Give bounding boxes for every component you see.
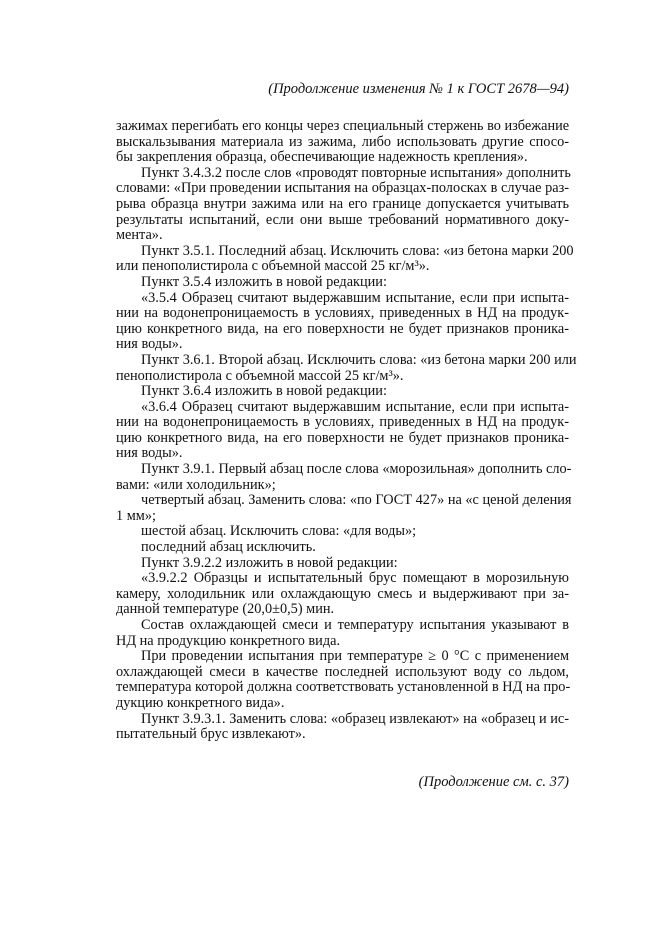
text-line: шестой абзац. Исключить слова: «для воды»; [141,523,417,540]
text-line: пенополистирола с объемной массой 25 кг/м³». [116,367,404,384]
text-line: четвертый абзац. Заменить слова: «по ГОСТ 427» на «с ценой деления [141,492,572,509]
text-line: зажимах перегибать его концы через специальный стержень во избежание [116,118,570,134]
text-line: Пункт 3.6.4 изложить в новой редакции: [141,383,387,400]
text-line: Состав охлаждающей смеси и температуру испытания указывают в [141,617,569,633]
continuation-note: (Продолжение см. с. 37) [418,774,569,790]
text-line: Пункт 3.9.1. Первый абзац после слова «морозильная» дополнить сло- [141,461,572,478]
paragraph [116,556,569,572]
text-line: мента». [116,227,163,244]
text-line: бы закрепления образца, обеспечивающие надежность крепления». [116,149,528,166]
text-line: Пункт 3.6.1. Второй абзац. Исключить слова: «из бетона марки 200 или [141,351,577,368]
paragraph [116,492,572,524]
paragraph [116,571,569,618]
paragraph [116,275,569,291]
text-line: НД на продукцию конкретного вида. [116,632,341,649]
text-line: Пункт 3.4.3.2 после слов «проводят повторные испытания» дополнить [141,164,571,181]
text-line: камеру, холодильник или охлаждающую смесь и выдерживают при за- [116,585,569,602]
text-line: ния воды». [116,336,183,353]
paragraph [116,524,569,540]
paragraph [116,166,569,244]
text-line: нии на водонепроницаемость в условиях, приведенных в НД на продук- [116,414,569,431]
text-line: При проведении испытания при температуре ≥ 0 °С с применением [141,648,569,665]
text-line: 1 мм»; [116,507,156,524]
paragraph [116,242,574,275]
paragraph [116,291,569,353]
text-line: «3.6.4 Образец считают выдержавшим испытание, если при испыта- [141,398,569,415]
text-line: Пункт 3.5.4 изложить в новой редакции: [141,273,387,290]
paragraph [116,384,569,400]
text-line: или пенополистирола с объемной массой 25 кг/м³». [116,258,430,275]
text-line: последний абзац исключить. [141,539,316,556]
text-line: температура которой должна соответствовать установленной в НД на про- [116,679,571,696]
text-line: вами: «или холодильник»; [116,476,276,493]
text-line: Пункт 3.9.2.2 изложить в новой редакции: [141,554,398,571]
text-line: выскальзывания материала из зажима, либо использовать другие спосо- [116,133,569,150]
text-line: рыва образца внутри зажима или на его границе допускается учитывать [116,195,569,212]
document-body [116,118,577,743]
paragraph [116,400,569,462]
text-line: ния воды». [116,445,183,462]
paragraph [116,461,572,493]
text-line: пытательный брус извлекают». [116,726,306,743]
paragraph [116,540,569,556]
text-line: цию конкретного вида, на его поверхности не будет признаков проника- [116,320,569,337]
text-line: Пункт 3.9.3.1. Заменить слова: «образец извлекают» на «образец и ис- [141,710,569,727]
paragraph [116,119,569,166]
text-line: Пункт 3.5.1. Последний абзац. Исключить слова: «из бетона марки 200 [141,242,574,259]
paragraph [116,351,577,384]
text-line: словами: «При проведении испытания на образцах-полосках в случае раз- [116,180,569,197]
paragraph [116,618,569,649]
running-header: (Продолжение изменения № 1 к ГОСТ 2678—94) [268,81,569,97]
text-line: «3.5.4 Образец считают выдержавшим испытание, если при испыта- [141,289,569,306]
paragraph [116,649,569,711]
text-line: цию конкретного вида, на его поверхности не будет признаков проника- [116,429,569,446]
text-line: данной температуре (20,0±0,5) мин. [116,601,335,618]
paragraph [116,712,569,743]
text-line: результаты испытаний, если они выше требований нормативного доку- [116,211,569,228]
text-line: «3.9.2.2 Образцы и испытательный брус помещают в морозильную [141,570,569,587]
text-line: охлаждающей смеси в качестве последней используют воду со льдом, [116,663,569,680]
text-line: нии на водонепроницаемость в условиях, приведенных в НД на продук- [116,305,569,322]
text-line: дукцию конкретного вида». [116,694,285,711]
